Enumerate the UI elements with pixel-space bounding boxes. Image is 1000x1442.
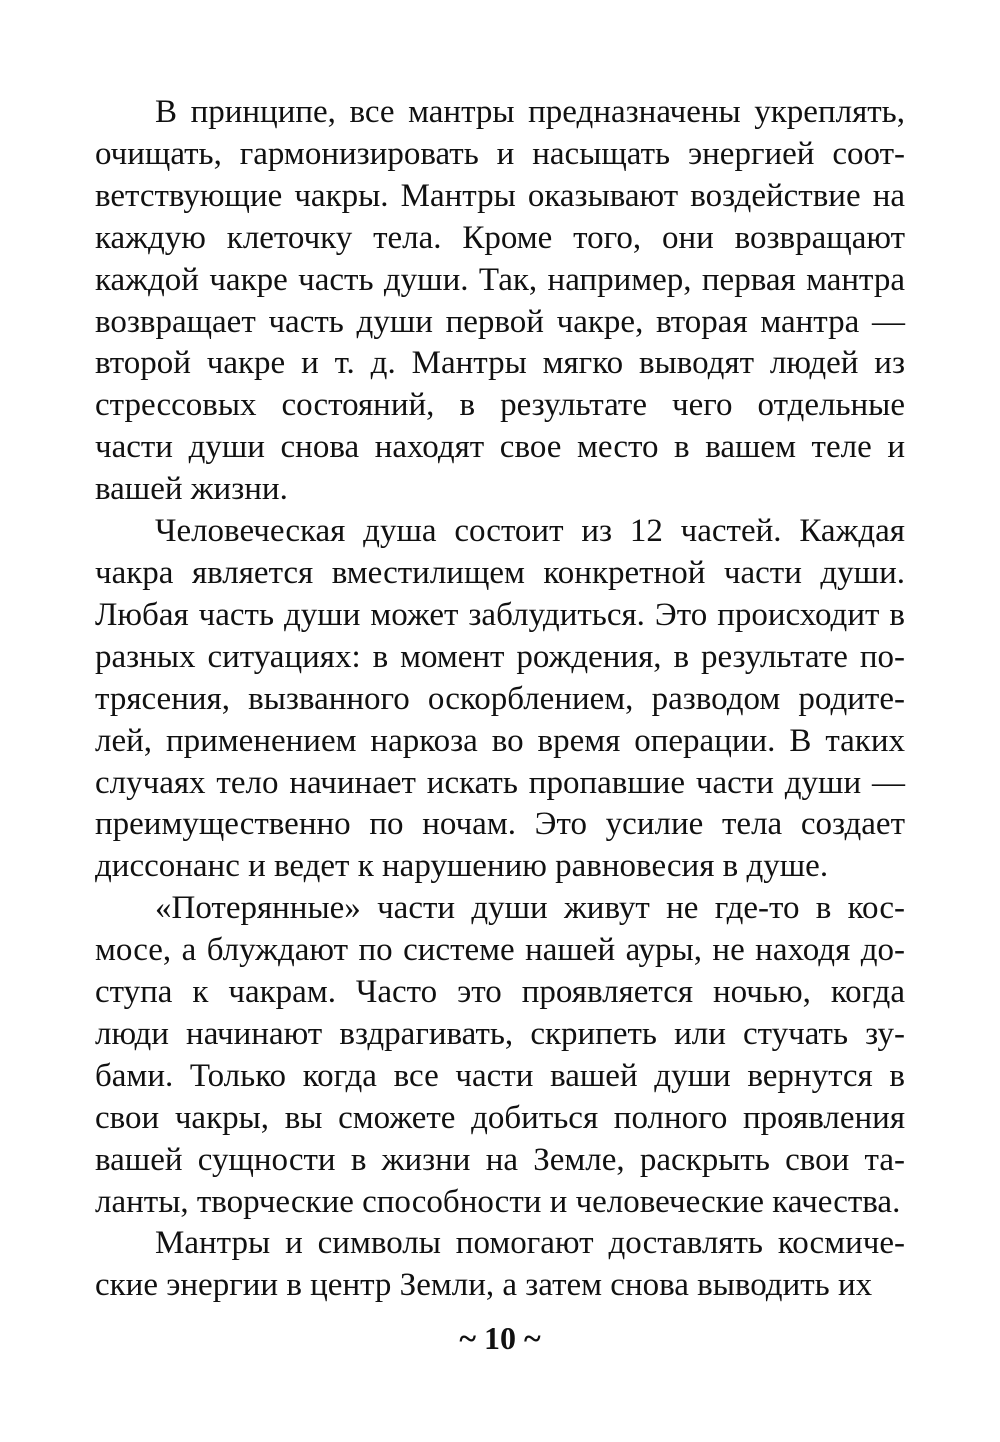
page-body [95, 92, 905, 1307]
paragraph: Человеческая душа состоит из 12 частей. Каждая чакра является вместилищем конкретной части души. Любая часть души может заблудиться. Это происходит в разных ситуациях: в момент рождения, в результате потрясения, вызванного оскорблением, разводом родителей, применением наркоза во время операции. В таких случаях тело начинает искать пропавшие части души — преимущественно по ночам. Это усилие тела создает диссонанс и ведет к нарушению равновесия в душе. [95, 513, 905, 885]
page-number: ~ 10 ~ [459, 1320, 541, 1356]
paragraph: «Потерянные» части души живут не где-то в космосе, а блуждают по системе нашей ауры, не находя доступа к чакрам. Часто это проявляется ночью, когда люди начинают вздрагивать, скрипеть или стучать зубами. Только когда все части вашей души вернутся в свои чакры, вы сможете добиться полного проявления вашей сущности в жизни на Земле, раскрыть свои таланты, творческие способности и человеческие качества. [95, 890, 905, 1220]
paragraph: В принципе, все мантры предназначены укреплять, очищать, гармонизировать и насыщать энергией соответствующие чакры. Мантры оказывают воздействие на каждую клеточку тела. Кроме того, они возвращают каждой чакре часть души. Так, например, первая мантра возвращает часть души первой чакре, вторая мантра — второй чакре и т. д. Мантры мягко выводят людей из стрессовых состояний, в результате чего отдельные части души снова находят свое место в вашем теле и вашей жизни. [95, 94, 905, 508]
paragraph: Мантры и символы помогают доставлять космические энергии в центр Земли, а затем снова выводить их [95, 1225, 905, 1304]
